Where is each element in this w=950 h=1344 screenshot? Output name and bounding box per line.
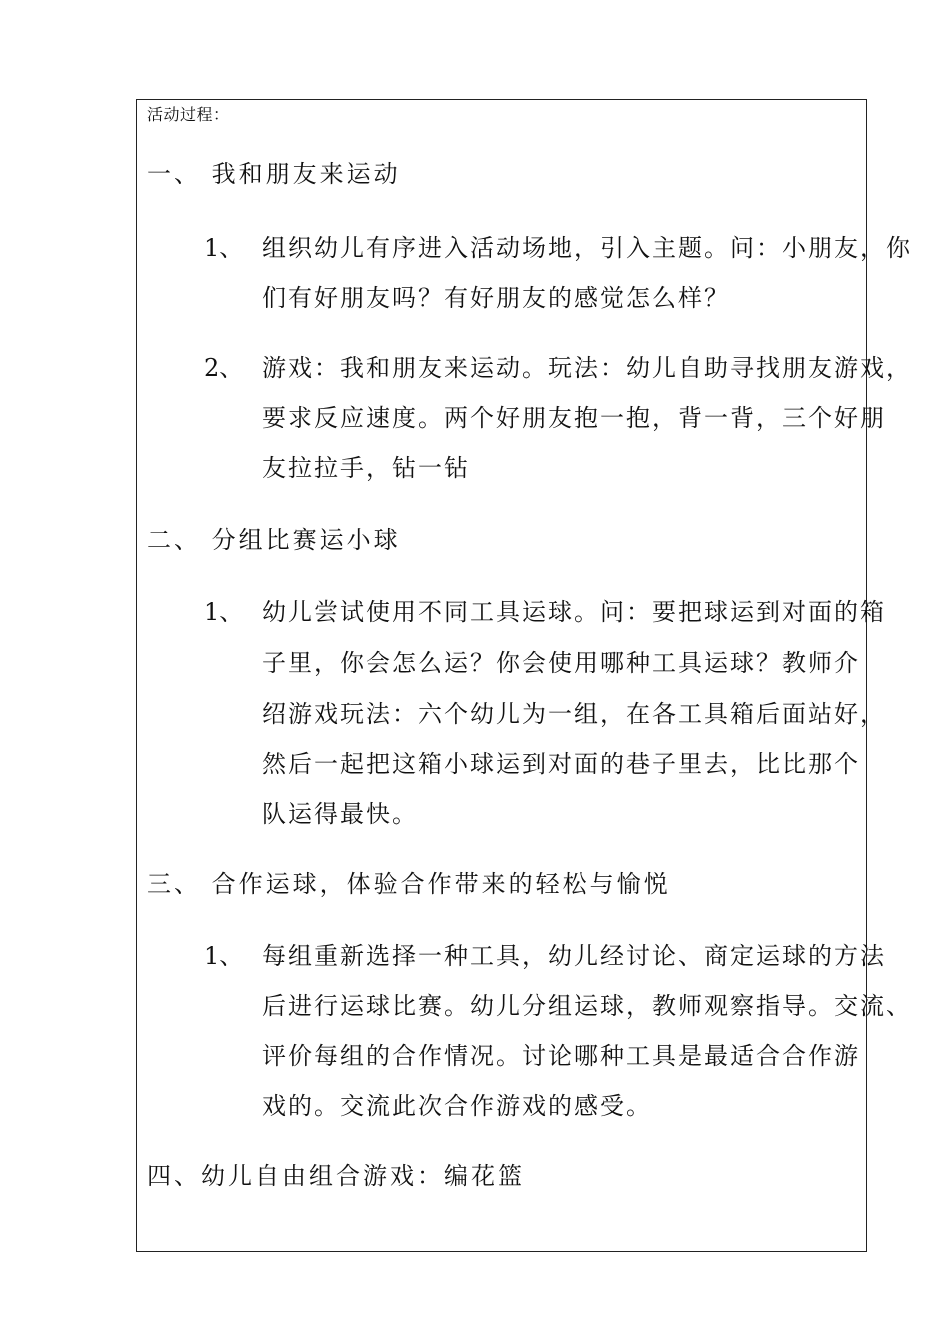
section-heading: 四、幼儿自由组合游戏：编花篮: [147, 1162, 525, 1190]
item-line: 每组重新选择一种工具，幼儿经讨论、商定运球的方法: [262, 942, 886, 970]
item-line: 后进行运球比赛。幼儿分组运球，教师观察指导。交流、: [262, 992, 912, 1020]
item-number: 1、: [204, 598, 244, 626]
item-line: 幼儿尝试使用不同工具运球。问：要把球运到对面的箱: [262, 598, 886, 626]
section-heading: 二、 分组比赛运小球: [147, 526, 401, 554]
item-number: 2、: [204, 354, 244, 382]
activity-process-box: [136, 99, 912, 1252]
section-caption: 活动过程：: [147, 105, 230, 124]
item-line: 队运得最快。: [262, 800, 418, 828]
item-line: 评价每组的合作情况。讨论哪种工具是最适合合作游: [262, 1042, 860, 1070]
item-line: 们有好朋友吗？有好朋友的感觉怎么样？: [262, 284, 730, 312]
section-heading: 一、 我和朋友来运动: [147, 160, 401, 188]
item-line: 绍游戏玩法：六个幼儿为一组，在各工具箱后面站好，: [262, 700, 886, 728]
section-heading: 三、 合作运球，体验合作带来的轻松与愉悦: [147, 870, 671, 898]
item-line: 要求反应速度。两个好朋友抱一抱，背一背，三个好朋: [262, 404, 886, 432]
item-line: 组织幼儿有序进入活动场地，引入主题。问：小朋友，你: [262, 234, 912, 262]
item-line: 友拉拉手，钻一钻: [262, 454, 470, 482]
item-line: 然后一起把这箱小球运到对面的巷子里去，比比那个: [262, 750, 860, 778]
item-line: 戏的。交流此次合作游戏的感受。: [262, 1092, 652, 1120]
item-number: 1、: [204, 942, 244, 970]
item-number: 1、: [204, 234, 244, 262]
item-line: 子里，你会怎么运？你会使用哪种工具运球？教师介: [262, 649, 860, 677]
item-line: 游戏：我和朋友来运动。玩法：幼儿自助寻找朋友游戏，: [262, 354, 912, 382]
